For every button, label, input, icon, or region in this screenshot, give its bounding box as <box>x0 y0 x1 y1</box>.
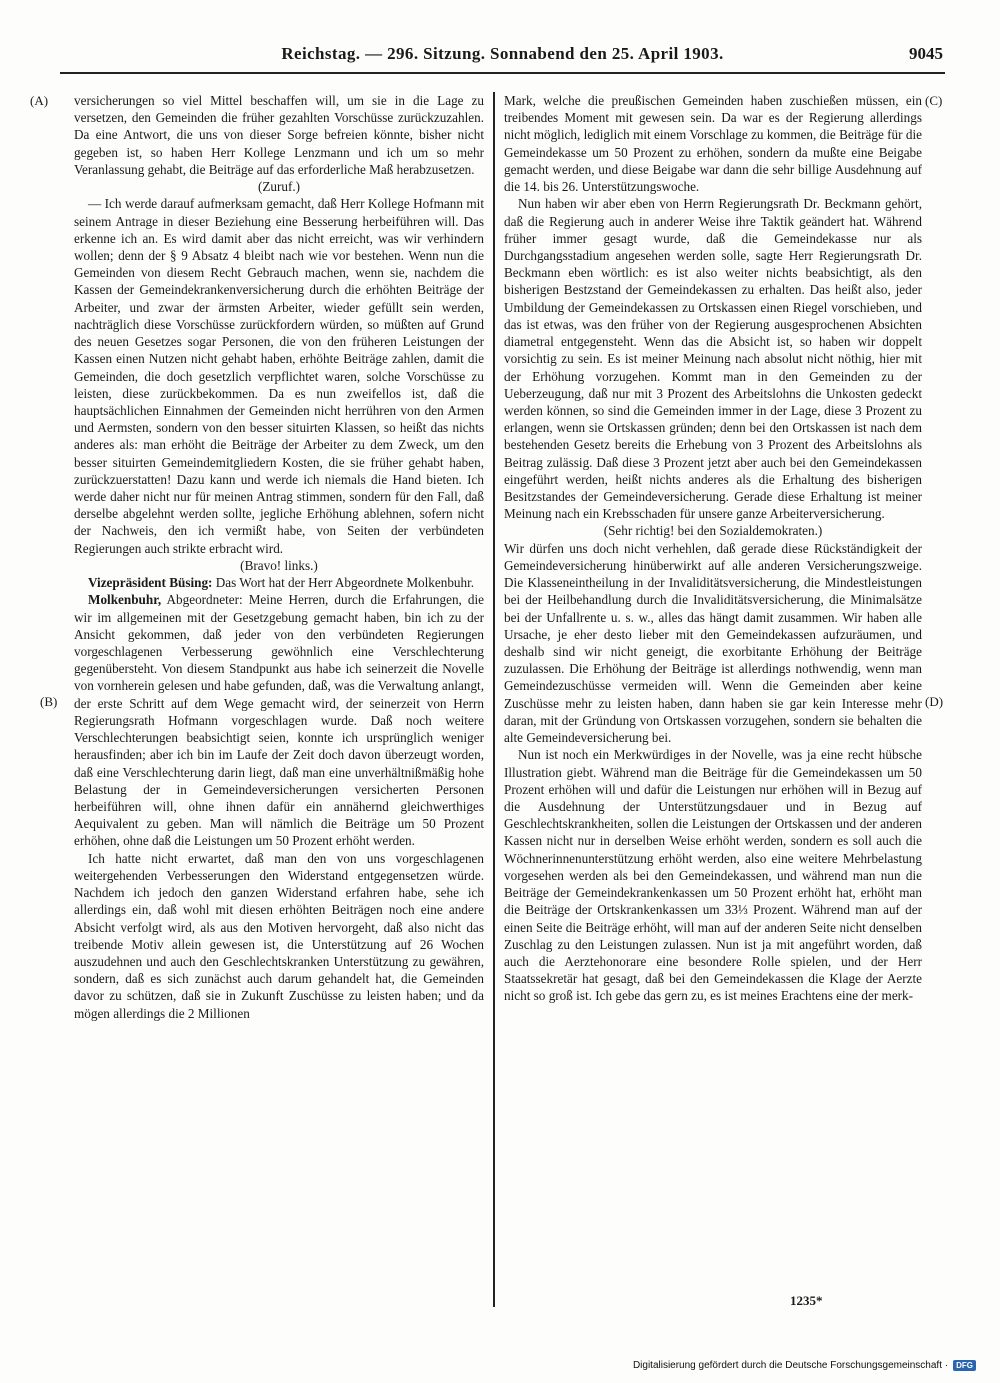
left-column <box>74 92 484 1290</box>
paragraph: Ich hatte nicht erwartet, daß man den von uns vorgeschlagenen weitergehenden Verbesserungen den Widerstand entgegensetzen würde. Nachdem ich jedoch den ganzen Widerstand erfahren habe, sehe ich allerdings ein, daß wohl mit diesen erhöhten Beiträgen noch eine andere Absicht verfolgt wird, als aus den Motiven hervorgeht, daß also nicht das treibende Motiv allein gewesen ist, die Unterstützung auf 26 Wochen auszudehnen und auch den Geschlechtskranken Unterstützung zu gewähren, sondern, daß es sich zunächst auch darum gehandelt hat, die Gemeinden davor zu schützen, daß sie in Zukunft Zuschüsse zu leisten haben; und da mögen allerdings die 2 Millionen <box>74 850 484 1021</box>
speaker-name: Vizepräsident Büsing: <box>88 575 213 591</box>
running-title: Reichstag. — 296. Sitzung. Sonnabend den 25. April 1903. <box>281 44 724 63</box>
speaker-turn <box>74 591 484 849</box>
right-column <box>504 92 922 1290</box>
paragraph: — Ich werde darauf aufmerksam gemacht, daß Herr Kollege Hofmann mit seinem Antrage in dieser Beziehung eine Besserung herbeiführen will. Das erkenne ich an. Es wird damit aber das nicht erreicht, was wir verhindern wollen; denn der § 9 Absatz 4 bleibt nach wie vor bestehen. Wenn nun die Gemeinden von diesem Recht Gebrauch machen, wenn sie, nachdem die Kassen der Gemeindekrankenversicherung durch die erhöhten Beiträge der Arbeiter, und zwar der ärmsten Arbeiter, wieder gefüllt sein werden, nachträglich diese Vorschüsse zurückfordern würden, so müßten auf Grund des neuen Gesetzes sogar Personen, die von den früheren Leistungen der Kassen einen Nutzen nicht gehabt haben, erhöhte Beiträge zahlen, damit die Gemeinden, die doch gesetzlich verpflichtet waren, solche Vorschüsse zu leisten, diese zurückbekommen. Da es nun zweifellos ist, daß die hauptsächlichen Einnahmen der Gemeinden nicht herrühren von den Armen und Aermsten, sondern von den besser situirten Klassen, so heißt das nichts anderes als: man erhöht die Beiträge der Arbeiter zu dem Zweck, um den besser situirten Gemeindemitgliedern Kosten, die sie früher gehabt haben, zurückzuerstatten! Dazu kann und werde ich niemals die Hand bieten. Ich werde daher nicht nur für meinen Antrag stimmen, sondern für den Fall, daß derselbe abgelehnt werden sollte, jegliche Erhöhung ablehnen, sofern nicht der Nachweis, den ich vermißt habe, von Seiten der verbündeten Regierungen auch strikte erbracht wird. <box>74 196 484 556</box>
printer-signature: 1235* <box>790 1293 823 1308</box>
paragraph: versicherungen so viel Mittel beschaffen will, um sie in die Lage zu versetzen, den Gemeinden die früher gezahlten Vorschüsse zurückzuzahlen. Da eine Antwort, die uns von dieser Sorge befreien könnte, bisher nicht gegeben ist, so haben Herr Kollege Lenzmann und ich um so mehr Veranlassung gehabt, die Beiträge auf das erforderliche Maß herabzusetzen. <box>74 93 484 177</box>
margin-marker-d: (D) <box>925 694 944 709</box>
paragraph: Nun haben wir aber eben von Herrn Regierungsrath Dr. Beckmann gehört, daß die Regierung auch in anderer Weise ihre Taktik geändert hat. Während früher immer gesagt wurde, daß die Gemeindekasse nur als Durchgangsstadium angesehen werden solle, sagte Herr Regierungsrath Dr. Beckmann eben wörtlich: es ist also weiter nichts beabsichtigt, als den bisherigen Bestzstand der Gemeindekassen zu erhalten. Das heißt also, jeder Umbildung der Gemeindekassen zu Ortskassen einen Riegel vorschieben, und das ist etwas, was den früher von der Regierung ausgesprochenen Absichten diametral entgegensteht. Wenn das die Absicht ist, so haben wir doppelt vorsichtig zu sein. Es ist meiner Meinung nach absolut nicht nöthig, hier mit der Erhöhung vorzugehen. Kommt man in den Gemeinden zu der Ueberzeugung, daß nur mit 3 Prozent des Arbeitslohns die Unkosten gedeckt werden können, so sind die Gemeinden immer in der Lage, diese 3 Prozent zu erlangen, wenn sie Ortskassen gründen; denn bei den Ortskassen ist nach dem bestehenden Gesetz bereits die Erhebung von 3 Prozent des Arbeitslohns als Beitrag zulässig. Daß diese 3 Prozent jetzt aber auch bei den Gemeindekassen eingeführt werden, heißt nichts anderes als die Erhaltung des bisherigen Besitzstandes der Gemeindeversicherung. Gerade diese Erhaltung ist meiner Meinung nach ein Krebsschaden für unsere ganze Arbeiterversicherung. <box>504 196 922 522</box>
speaker-name: Molkenbuhr, <box>88 592 162 608</box>
speech-text: Das Wort hat der Herr Abgeordnete Molkenbuhr. <box>215 575 475 591</box>
paragraph: Mark, welche die preußischen Gemeinden haben zuschießen müssen, ein treibendes Moment mit gewesen sein. Da war es der Regierung allerdings nicht möglich, lediglich mit einem Vorschlage zu kommen, die Beiträge für die Gemeindekasse um 50 Prozent zu erhöhen, sondern da mußte eine Beigabe gemacht werden, und diese Beigabe war dann die sehr billige Ausdehnung auf die 14. bis 26. Unterstützungswoche. <box>504 93 922 195</box>
speech-text: Abgeordneter: Meine Herren, durch die Erfahrungen, die wir im allgemeinen mit der Gesetzgebung gemacht haben, bin ich zu der Ansicht gekommen, daß jeder von den verbündeten Regierungen vorgeschlagenen Verbesserung gewöhnlich eine Verschlechterung gegenübersteht. Von diesem Standpunkt aus habe ich seinerzeit die Novelle von vornherein gelesen und habe gefunden, daß, was die Verwaltung anlangt, der erste Schritt auf dem Wege gemacht wird, der seinerzeit von Herrn Regierungsrath Hofmann vorgeschlagen wurde. Daß noch weitere Verschlechterungen beabsichtigt seien, konnte ich ursprünglich weniger herausfinden; aber ich bin im Laufe der Zeit doch davon überzeugt worden, daß eine Verschlechterung darin liegt, daß man eine unverhältnißmäßig hohe Belastung der in Gemeindeversicherungen versicherten Personen herbeiführen will, ohne ihnen dafür ein annähernd gleichwerthiges Aequivalent zu geben. Man will nämlich die Beiträge um 50 Prozent erhöhen, ohne daß die Leistungen um 50 Prozent erhöht werden. <box>74 592 484 849</box>
speaker-turn <box>74 574 484 591</box>
margin-marker-a: (A) <box>30 93 49 108</box>
margin-marker-c: (C) <box>925 93 943 108</box>
interjection: (Sehr richtig! bei den Sozialdemokraten.) <box>603 523 823 539</box>
digitization-credit <box>633 1360 976 1371</box>
paragraph: Wir dürfen uns doch nicht verhehlen, daß gerade diese Rückständigkeit der Gemeindeversicherung hinüberwirkt auf alle anderen Versicherungszweige. Die Klasseneintheilung in der Invaliditätsversicherung, die Mindestleistungen bei der Heilbehandlung durch die Invaliditätsversicherung, die Minimalsätze bei der Unfallrente u. s. w., alles das hängt damit zusammen. Wir haben alle Ursache, je eher desto lieber mit den Gemeindekassen aufzuräumen, und deshalb sind wir nicht geneigt, die exorbitante Erhöhung der Beiträge zuzulassen. Die Erhöhung der Beiträge ist allerdings nothwendig, wenn man Gemeindezuschüsse vermeiden will. Wenn die Gemeinden aber keine Zuschüsse mehr zu leisten haben, dann haben sie gar kein Interesse mehr daran, mit der Gründung von Ortskassen vorzugehen, sondern sie behalten die alte Gemeindeversicherung bei. <box>504 540 922 746</box>
page-number: 9045 <box>909 44 943 63</box>
column-divider <box>493 92 495 1307</box>
interjection: (Zuruf.) <box>257 179 301 195</box>
dfg-logo: DFG <box>953 1360 976 1371</box>
page-header <box>60 38 945 74</box>
credit-text: Digitalisierung gefördert durch die Deutsche Forschungsgemeinschaft · <box>632 1360 949 1371</box>
margin-marker-b: (B) <box>40 694 58 709</box>
paragraph: Nun ist noch ein Merkwürdiges in der Novelle, was ja eine recht hübsche Illustration giebt. Während man die Beiträge für die Gemeindekassen um 50 Prozent erhöhen will und dafür die Leistungen nur erhöhen will in Bezug auf die Ausdehnung der Unterstützungsdauer und in Bezug auf Geschlechtskrankheiten, sollen die Leistungen der Ortskassen und der anderen Kassen nicht nur in derselben Weise erhöht werden, sondern es soll auch die Wöchnerinnenunterstützung erhöht werden, also eine weitere Mehrbelastung vorgesehen werden als bei den Gemeindekassen, und während man nun die Beiträge der Gemeindekrankenkassen um 50 Prozent erhöht hat, erhöht man die Beiträge der Ortskrankenkassen um 33⅓ Prozent. Während man auf der einen Seite die Beiträge erhöht, will man auf der anderen Seite nicht denselben Zuschlag zu den Leistungen zulassen. Nun ist ja mit angeführt worden, daß auch die Aerztehonorare eine besondere Rolle spielen, und der Herr Staatssekretär hat gesagt, daß bei den Gemeindekassen die Klage der Aerzte nicht so groß ist. Ich gebe das gern zu, es ist meines Erachtens eine der merk- <box>504 747 922 1004</box>
interjection: (Bravo! links.) <box>240 557 318 573</box>
